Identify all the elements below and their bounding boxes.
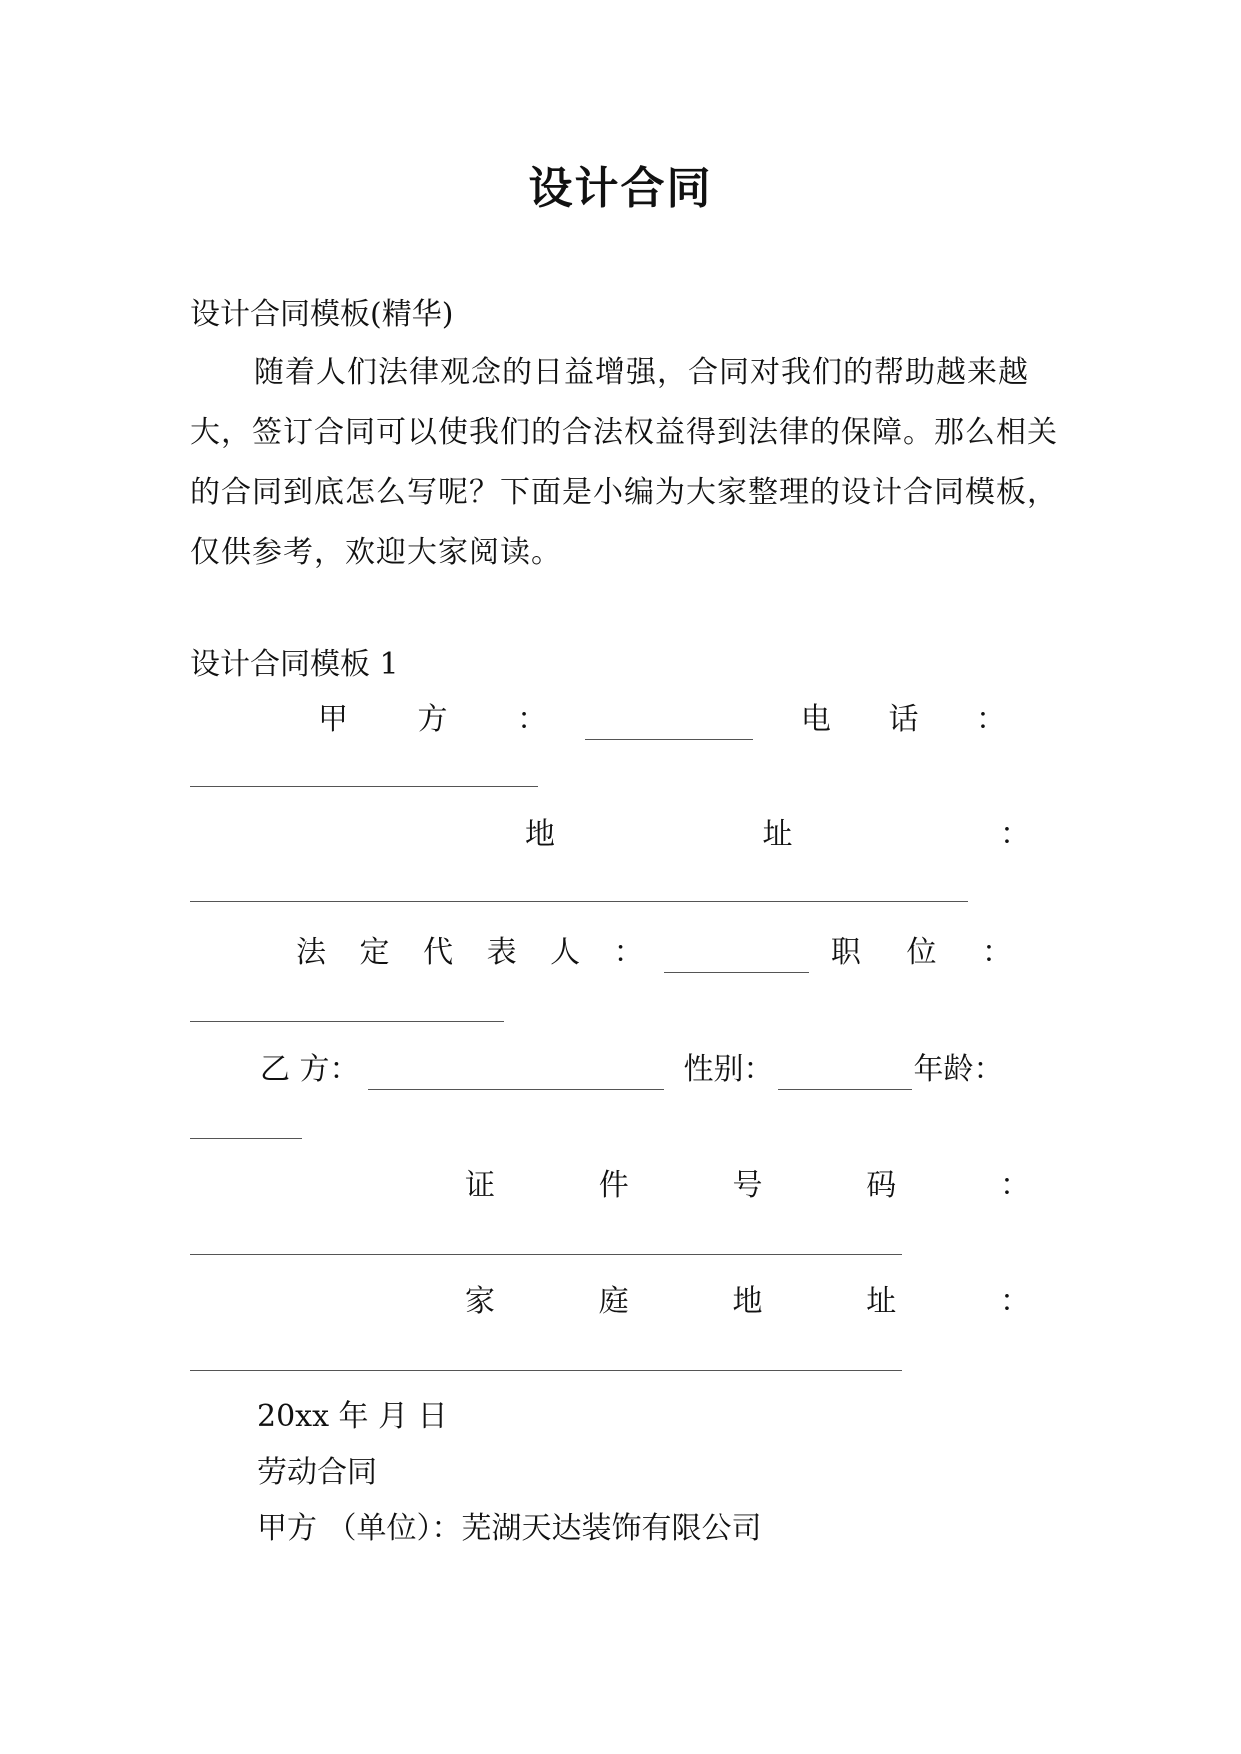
party-b-blank[interactable]: [368, 1059, 664, 1090]
id-char-1: 证: [465, 1168, 495, 1203]
legal-rep-label: 法 定 代 表 人 ：: [296, 935, 656, 970]
home-address-row: [465, 1282, 1030, 1322]
party-b-label: 乙 方：: [260, 1052, 360, 1087]
legal-rep-blank[interactable]: [664, 942, 809, 973]
age-blank[interactable]: [190, 1137, 302, 1139]
position-label: 职 位 ：: [830, 935, 1030, 970]
home-char-5: ：: [1000, 1284, 1030, 1319]
party-b-row: [260, 1050, 1030, 1090]
party-a-label: 甲 方 ：: [318, 702, 578, 737]
home-char-3: 地: [732, 1284, 763, 1319]
id-row: [465, 1166, 1030, 1206]
address-char-3: ：: [1000, 817, 1030, 852]
id-char-3: 号: [732, 1168, 763, 1203]
date-line: 20xx 年 月 日: [257, 1399, 448, 1434]
id-char-4: 码: [866, 1168, 897, 1203]
gender-blank[interactable]: [778, 1059, 912, 1090]
home-char-4: 址: [866, 1284, 897, 1319]
intro-paragraph: 随着人们法律观念的日益增强，合同对我们的帮助越来越大，签订合同可以使我们的合法权益得到法律的保障。那么相关的合同到底怎么写呢？下面是小编为大家整理的设计合同模板，仅供参考，欢迎大家阅读。: [190, 355, 1058, 570]
gender-label: 性别：: [683, 1052, 774, 1087]
home-char-2: 庭: [598, 1284, 629, 1319]
document-title: 设计合同: [528, 163, 713, 214]
party-a-blank[interactable]: [585, 709, 753, 740]
labor-contract-heading: 劳动合同: [257, 1455, 377, 1490]
address-row: [525, 815, 1030, 855]
party-a-row: [318, 700, 1030, 740]
age-label: 年龄：: [913, 1052, 1004, 1087]
phone-label: 电 话 ：: [800, 702, 1030, 737]
phone-blank[interactable]: [190, 785, 538, 787]
legal-rep-row: [296, 933, 1030, 973]
home-address-blank[interactable]: [190, 1369, 902, 1371]
document-subtitle: 设计合同模板(精华): [190, 297, 454, 332]
id-blank[interactable]: [190, 1253, 902, 1255]
id-char-5: ：: [1000, 1168, 1030, 1203]
party-a-unit: 甲方 （单位）：芜湖天达装饰有限公司: [257, 1511, 762, 1546]
position-blank[interactable]: [190, 1020, 504, 1022]
section-heading: 设计合同模板 1: [190, 647, 399, 682]
address-char-2: 址: [762, 817, 793, 852]
address-char-1: 地: [525, 817, 555, 852]
id-char-2: 件: [598, 1168, 629, 1203]
address-blank[interactable]: [190, 900, 968, 902]
home-char-1: 家: [465, 1284, 495, 1319]
